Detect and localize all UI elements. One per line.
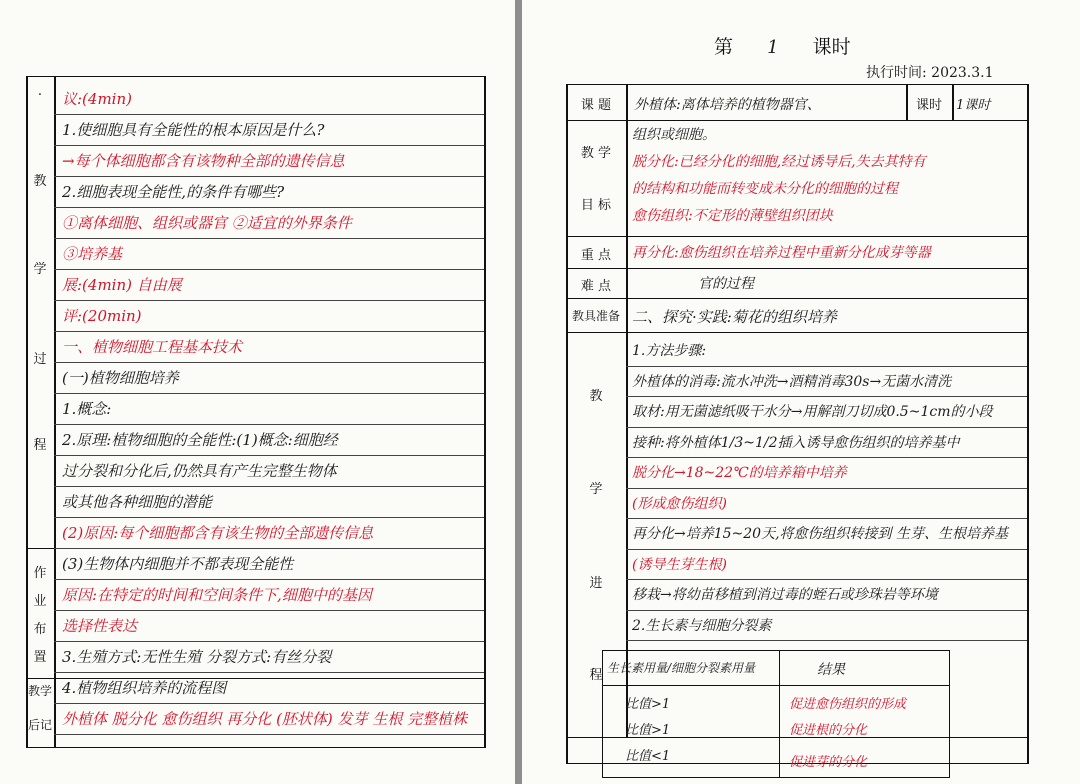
table-line — [566, 298, 1029, 299]
difficulty-label: 难 点 — [580, 279, 612, 294]
sidebar-char: 置 — [33, 650, 47, 665]
sidebar-char: 程 — [33, 438, 47, 453]
ruled-line — [626, 610, 1027, 611]
ruled-line — [54, 703, 484, 704]
ruled-line — [54, 610, 484, 611]
note-line: 愈伤组织:不定形的薄壁组织团块 — [632, 208, 833, 224]
note-line: ③培养基 — [62, 245, 123, 263]
sidebar-char: 教 — [33, 174, 47, 189]
ruled-line — [54, 145, 484, 146]
process-label: 教 — [589, 389, 603, 404]
table-line — [566, 332, 1029, 333]
note-line: 原因:在特定的时间和空间条件下,细胞中的基因 — [62, 586, 372, 604]
difficulty-value: 官的过程 — [698, 276, 754, 292]
sidebar-char: 学 — [33, 262, 47, 277]
left-notebook-page — [0, 0, 515, 784]
note-line: 的结构和功能而转变成未分化的细胞的过程 — [632, 181, 898, 197]
key-point-label: 重 点 — [580, 248, 612, 263]
note-line: 2.原理:植物细胞的全能性:(1)概念:细胞经 — [62, 431, 338, 449]
ruled-line — [54, 548, 484, 549]
lesson-header-suffix: 课时 — [812, 36, 851, 58]
ruled-line — [54, 517, 484, 518]
result-cell: 促进根的分化 — [789, 723, 868, 738]
note-line: 展:(4min) 自由展 — [62, 276, 182, 294]
ruled-line — [626, 427, 1027, 428]
note-line: 选择性表达 — [62, 617, 138, 635]
top-border — [26, 76, 486, 77]
note-line: 一、植物细胞工程基本技术 — [62, 338, 243, 356]
table-line — [566, 236, 1029, 237]
hormone-ratio-table — [602, 650, 950, 778]
ruled-line — [54, 331, 484, 332]
sidebar-char: 教学 — [27, 684, 52, 698]
table-line — [566, 120, 1029, 121]
key-point-value: 再分化:愈伤组织在培养过程中重新分化成芽等器 — [632, 245, 931, 261]
sidebar-char: 布 — [33, 622, 47, 637]
ruled-line — [54, 238, 484, 239]
ruled-line — [54, 641, 484, 642]
lesson-header — [714, 32, 851, 59]
note-line: (3)生物体内细胞并不都表现全能性 — [62, 555, 294, 573]
ruled-line — [54, 579, 484, 580]
note-line: 脱分化:已经分化的细胞,经过诱导后,失去其特有 — [632, 154, 926, 170]
right-notebook-page — [522, 0, 1080, 784]
ruled-line — [626, 640, 1027, 641]
note-line: 移栽→将幼苗移植到消过毒的蛭石或珍珠岩等环境 — [632, 587, 938, 603]
note-line: (一)植物细胞培养 — [62, 369, 179, 387]
ratio-header: 生长素用量/细胞分裂素用量 — [607, 661, 756, 675]
ruled-line — [626, 366, 1027, 367]
bottom-border — [26, 747, 486, 748]
note-line: 再分化→培养15~20天,将愈伤组织转接到 生芽、生根培养基 — [632, 526, 1008, 542]
table-line — [566, 268, 1029, 269]
ruled-line — [54, 269, 484, 270]
right-border — [484, 76, 486, 748]
process-label: 程 — [589, 668, 603, 683]
note-line: 取材:用无菌滤纸吸干水分→用解剖刀切成0.5~1cm的小段 — [632, 404, 993, 420]
note-line: (2)原因:每个细胞都含有该生物的全部遗传信息 — [62, 524, 374, 542]
result-cell: 促进愈伤组织的形成 — [789, 697, 907, 712]
ruled-line — [54, 176, 484, 177]
note-line: 1.方法步骤: — [632, 343, 707, 359]
sidebar-mark: · — [37, 88, 43, 103]
sidebar-char: 作 — [33, 566, 47, 581]
table-border-right — [1027, 84, 1029, 764]
book-gutter — [515, 0, 522, 784]
ruled-line — [626, 457, 1027, 458]
ruled-line — [54, 207, 484, 208]
sidebar-char: 业 — [33, 594, 47, 609]
result-header: 结果 — [817, 662, 845, 678]
table-border-left — [566, 84, 568, 764]
ruled-line — [54, 393, 484, 394]
table-period-divider — [952, 84, 954, 120]
period-value: 1课时 — [956, 98, 991, 113]
goal-label: 教 学 — [580, 146, 612, 161]
ruled-line — [54, 486, 484, 487]
ruled-line — [54, 734, 484, 735]
note-line: →每个体细胞都含有该物种全部的遗传信息 — [62, 152, 345, 170]
ratio-cell: 比值>1 — [625, 723, 671, 738]
execution-date: 执行时间: 2023.3.1 — [866, 65, 994, 81]
tools-value: 二、探究·实践:菊花的组织培养 — [632, 308, 837, 326]
note-line: 外植体 脱分化 愈伤组织 再分化 (胚状体) 发芽 生根 完整植株 — [62, 710, 468, 728]
note-line: 议:(4min) — [62, 90, 132, 108]
ruled-line — [54, 300, 484, 301]
note-line: 4.植物组织培养的流程图 — [62, 679, 227, 697]
ruled-line — [626, 549, 1027, 550]
note-line: 外植体的消毒:流水冲洗→酒精消毒30s→无菌水清洗 — [632, 373, 952, 390]
tools-label: 教具准备 — [571, 309, 620, 323]
lesson-header-prefix: 第 — [714, 36, 734, 58]
topic-value: 外植体:离体培养的植物器官、 — [634, 97, 821, 113]
note-line: 1.使细胞具有全能性的根本原因是什么? — [62, 121, 325, 139]
ruled-line — [54, 455, 484, 456]
process-label: 学 — [589, 482, 603, 497]
ruled-line — [626, 396, 1027, 397]
ruled-line — [54, 424, 484, 425]
ruled-line — [626, 579, 1027, 580]
note-line: 组织或细胞。 — [632, 127, 716, 143]
note-line: 接种:将外植体1/3~1/2插入诱导愈伤组织的培养基中 — [632, 434, 960, 451]
ratio-cell: 比值>1 — [625, 697, 671, 712]
goal-label: 目 标 — [580, 198, 612, 213]
period-label: 课时 — [915, 98, 942, 113]
ruled-line — [54, 114, 484, 115]
ruled-line — [626, 488, 1027, 489]
sidebar-char: 后记 — [27, 718, 52, 732]
note-line: ①离体细胞、组织或器官 ②适宜的外界条件 — [62, 214, 352, 232]
note-line: (诱导生芽生根) — [632, 556, 727, 573]
process-label: 进 — [589, 576, 603, 591]
ratio-table-divider — [779, 651, 780, 777]
ruled-line — [54, 362, 484, 363]
note-line: 脱分化→18~22℃的培养箱中培养 — [632, 465, 847, 481]
sidebar-char: 过 — [33, 352, 47, 367]
table-line — [566, 84, 1029, 85]
note-line: 1.概念: — [62, 400, 112, 418]
ruled-line — [626, 518, 1027, 519]
ratio-table-divider — [603, 685, 949, 686]
note-line: (形成愈伤组织) — [632, 495, 727, 512]
note-line: 评:(20min) — [62, 307, 142, 325]
result-cell: 促进芽的分化 — [789, 755, 868, 770]
ruled-line — [54, 672, 484, 673]
note-line: 2.细胞表现全能性,的条件有哪些? — [62, 183, 285, 201]
lesson-number: 1 — [767, 37, 779, 58]
note-line: 或其他各种细胞的潜能 — [62, 493, 213, 511]
note-line: 2.生长素与细胞分裂素 — [632, 617, 772, 634]
note-line: 3.生殖方式:无性生殖 分裂方式:有丝分裂 — [62, 648, 332, 666]
topic-label: 课 题 — [580, 98, 612, 113]
ratio-cell: 比值<1 — [625, 749, 671, 764]
note-line: 过分裂和分化后,仍然具有产生完整生物体 — [62, 462, 337, 480]
